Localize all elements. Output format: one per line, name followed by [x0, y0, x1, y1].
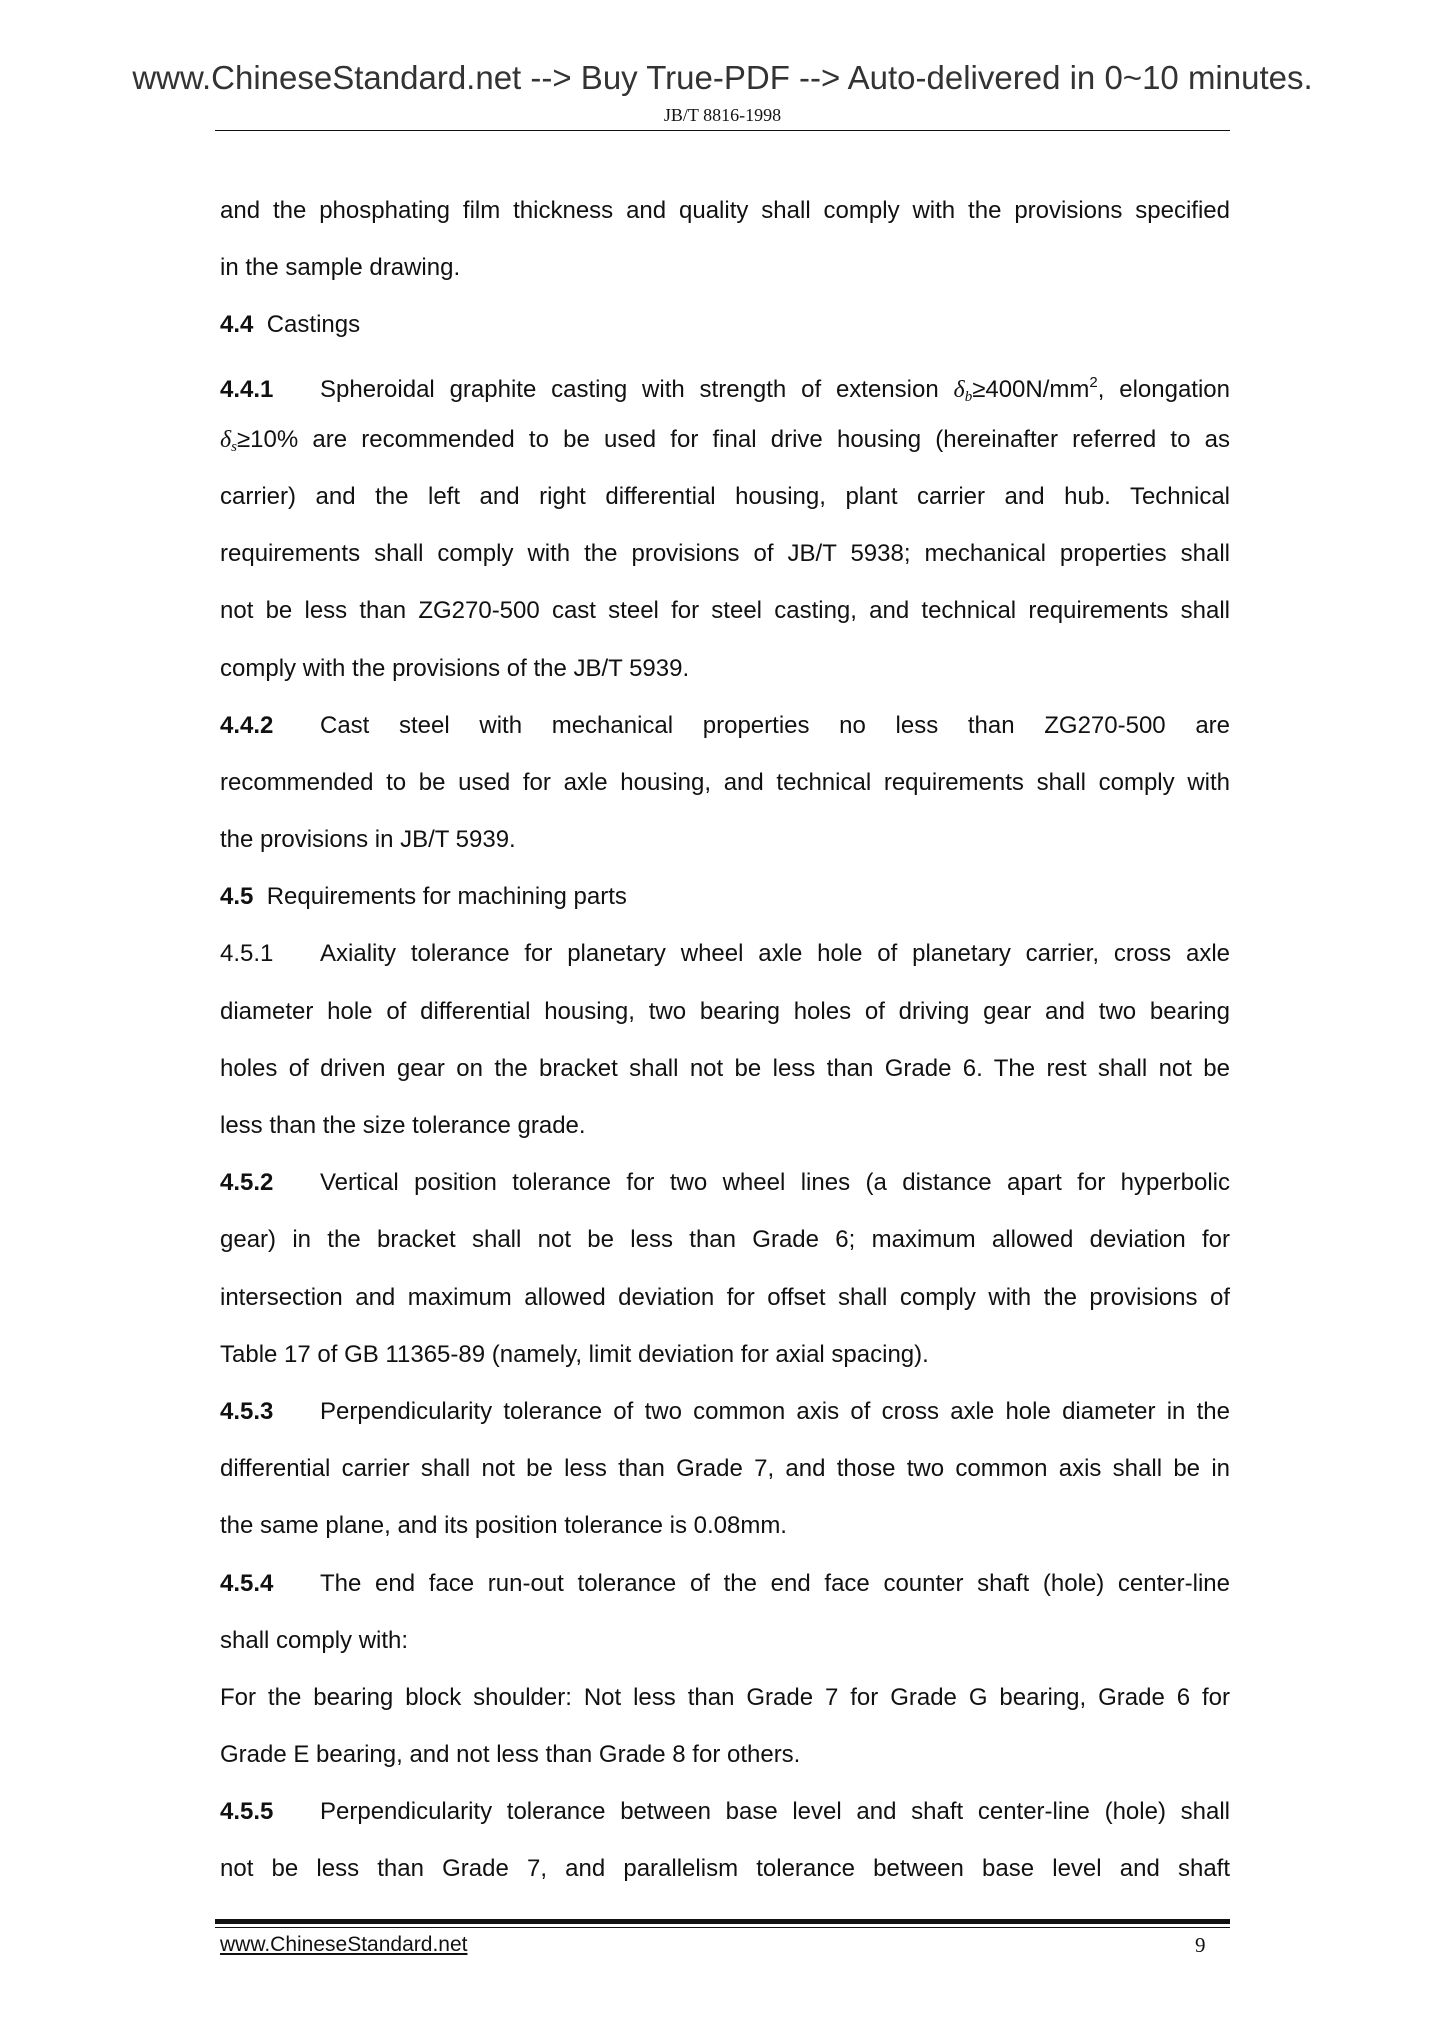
- clause-4-5-1-line: holes of driven gear on the bracket shall not be less than Grade 6. The rest shall not be: [220, 1054, 1230, 1082]
- subscript-s: s: [231, 438, 237, 455]
- body-text: Cast steel with mechanical properties no less than ZG270-500 are: [320, 711, 1230, 739]
- clause-4-5-1-line: diameter hole of differential housing, two bearing holes of driving gear and two bearing: [220, 997, 1230, 1025]
- section-heading-4-5: [220, 868, 1230, 925]
- clause-4-5-5-line: [220, 1783, 1230, 1840]
- clause-number: 4.5.1: [220, 940, 274, 968]
- clause-4-4-1-line: [220, 411, 1230, 468]
- clause-4-5-3-line: the same plane, and its position tolerance is 0.08mm.: [220, 1512, 787, 1540]
- section-title: Requirements for machining parts: [266, 883, 627, 911]
- superscript-2: 2: [1089, 373, 1098, 391]
- clause-number: 4.4.2: [220, 711, 274, 739]
- document-body: [220, 182, 1230, 1898]
- clause-4-4-1-line: requirements shall comply with the provisions of JB/T 5938; mechanical properties shall: [220, 540, 1230, 568]
- body-text: ≥400N/mm: [972, 375, 1090, 403]
- clause-4-4-1-line: [220, 354, 1230, 411]
- standard-code-header: JB/T 8816-1998: [663, 105, 782, 125]
- clause-4-5-4-line: For the bearing block shoulder: Not less than Grade 7 for Grade G bearing, Grade 6 for: [220, 1683, 1230, 1711]
- clause-number: 4.4.1: [220, 375, 274, 403]
- header-divider: [215, 130, 1230, 131]
- body-line: and the phosphating film thickness and quality shall comply with the provisions specified: [220, 197, 1230, 224]
- footer-website-link[interactable]: www.ChineseStandard.net: [220, 1933, 468, 1956]
- clause-4-5-5-line: not be less than Grade 7, and parallelism tolerance between base level and shaft: [220, 1855, 1230, 1883]
- delta-symbol: δ: [953, 376, 965, 403]
- body-text: Perpendicularity tolerance between base level and shaft center-line (hole) shall: [320, 1798, 1230, 1826]
- body-text: Axiality tolerance for planetary wheel axle hole of planetary carrier, cross axle: [320, 940, 1230, 968]
- clause-number: 4.5.3: [220, 1397, 274, 1425]
- clause-4-4-1-line: not be less than ZG270-500 cast steel for steel casting, and technical requirements shall: [220, 597, 1230, 625]
- clause-4-4-2-line: recommended to be used for axle housing, and technical requirements shall comply with: [220, 768, 1230, 796]
- clause-4-5-2-line: Table 17 of GB 11365-89 (namely, limit deviation for axial spacing).: [220, 1340, 929, 1368]
- clause-4-4-2-line: [220, 697, 1230, 754]
- body-text: ≥10% are recommended to be used for final drive housing (hereinafter referred to as: [237, 425, 1230, 453]
- section-number: 4.4: [220, 311, 254, 339]
- clause-4-4-1-line: comply with the provisions of the JB/T 5939.: [220, 654, 690, 682]
- clause-4-5-3-line: differential carrier shall not be less than Grade 7, and those two common axis shall be in: [220, 1455, 1230, 1483]
- clause-4-5-3-line: [220, 1383, 1230, 1440]
- clause-4-4-1-line: carrier) and the left and right differential housing, plant carrier and hub. Technical: [220, 482, 1230, 510]
- page-number: 9: [1195, 1933, 1206, 1957]
- delta-symbol: δ: [220, 426, 232, 453]
- body-text: Spheroidal graphite casting with strength of extension: [320, 375, 939, 403]
- body-text: The end face run-out tolerance of the end face counter shaft (hole) center-line: [320, 1569, 1230, 1597]
- clause-4-5-2-line: gear) in the bracket shall not be less than Grade 6; maximum allowed deviation for: [220, 1226, 1230, 1254]
- clause-4-5-1-line: less than the size tolerance grade.: [220, 1112, 586, 1139]
- body-text: , elongation: [1097, 375, 1230, 403]
- section-number: 4.5: [220, 883, 254, 911]
- clause-number: 4.5.5: [220, 1798, 274, 1826]
- body-text: Vertical position tolerance for two wheel lines (a distance apart for hyperbolic: [320, 1169, 1230, 1197]
- clause-4-5-1-line: [220, 925, 1230, 982]
- section-heading-4-4: [220, 296, 1230, 353]
- body-line: in the sample drawing.: [220, 254, 461, 282]
- clause-4-5-4-line: Grade E bearing, and not less than Grade 8 for others.: [220, 1741, 801, 1769]
- clause-4-5-4-line: [220, 1555, 1230, 1612]
- subscript-b: b: [964, 388, 973, 405]
- purchase-banner[interactable]: www.ChineseStandard.net --> Buy True-PDF --> Auto-delivered in 0~10 minutes.: [132, 59, 1313, 96]
- clause-4-5-2-line: [220, 1154, 1230, 1211]
- section-title: Castings: [266, 311, 361, 339]
- clause-number: 4.5.2: [220, 1169, 274, 1197]
- clause-4-5-4-line: shall comply with:: [220, 1626, 409, 1654]
- footer-divider-thick: [215, 1919, 1230, 1924]
- clause-number: 4.5.4: [220, 1569, 274, 1597]
- body-text: Perpendicularity tolerance of two common axis of cross axle hole diameter in the: [320, 1397, 1230, 1425]
- clause-4-5-2-line: intersection and maximum allowed deviation for offset shall comply with the provisions of: [220, 1283, 1230, 1311]
- clause-4-4-2-line: the provisions in JB/T 5939.: [220, 826, 516, 854]
- footer-divider-thin: [215, 1927, 1230, 1928]
